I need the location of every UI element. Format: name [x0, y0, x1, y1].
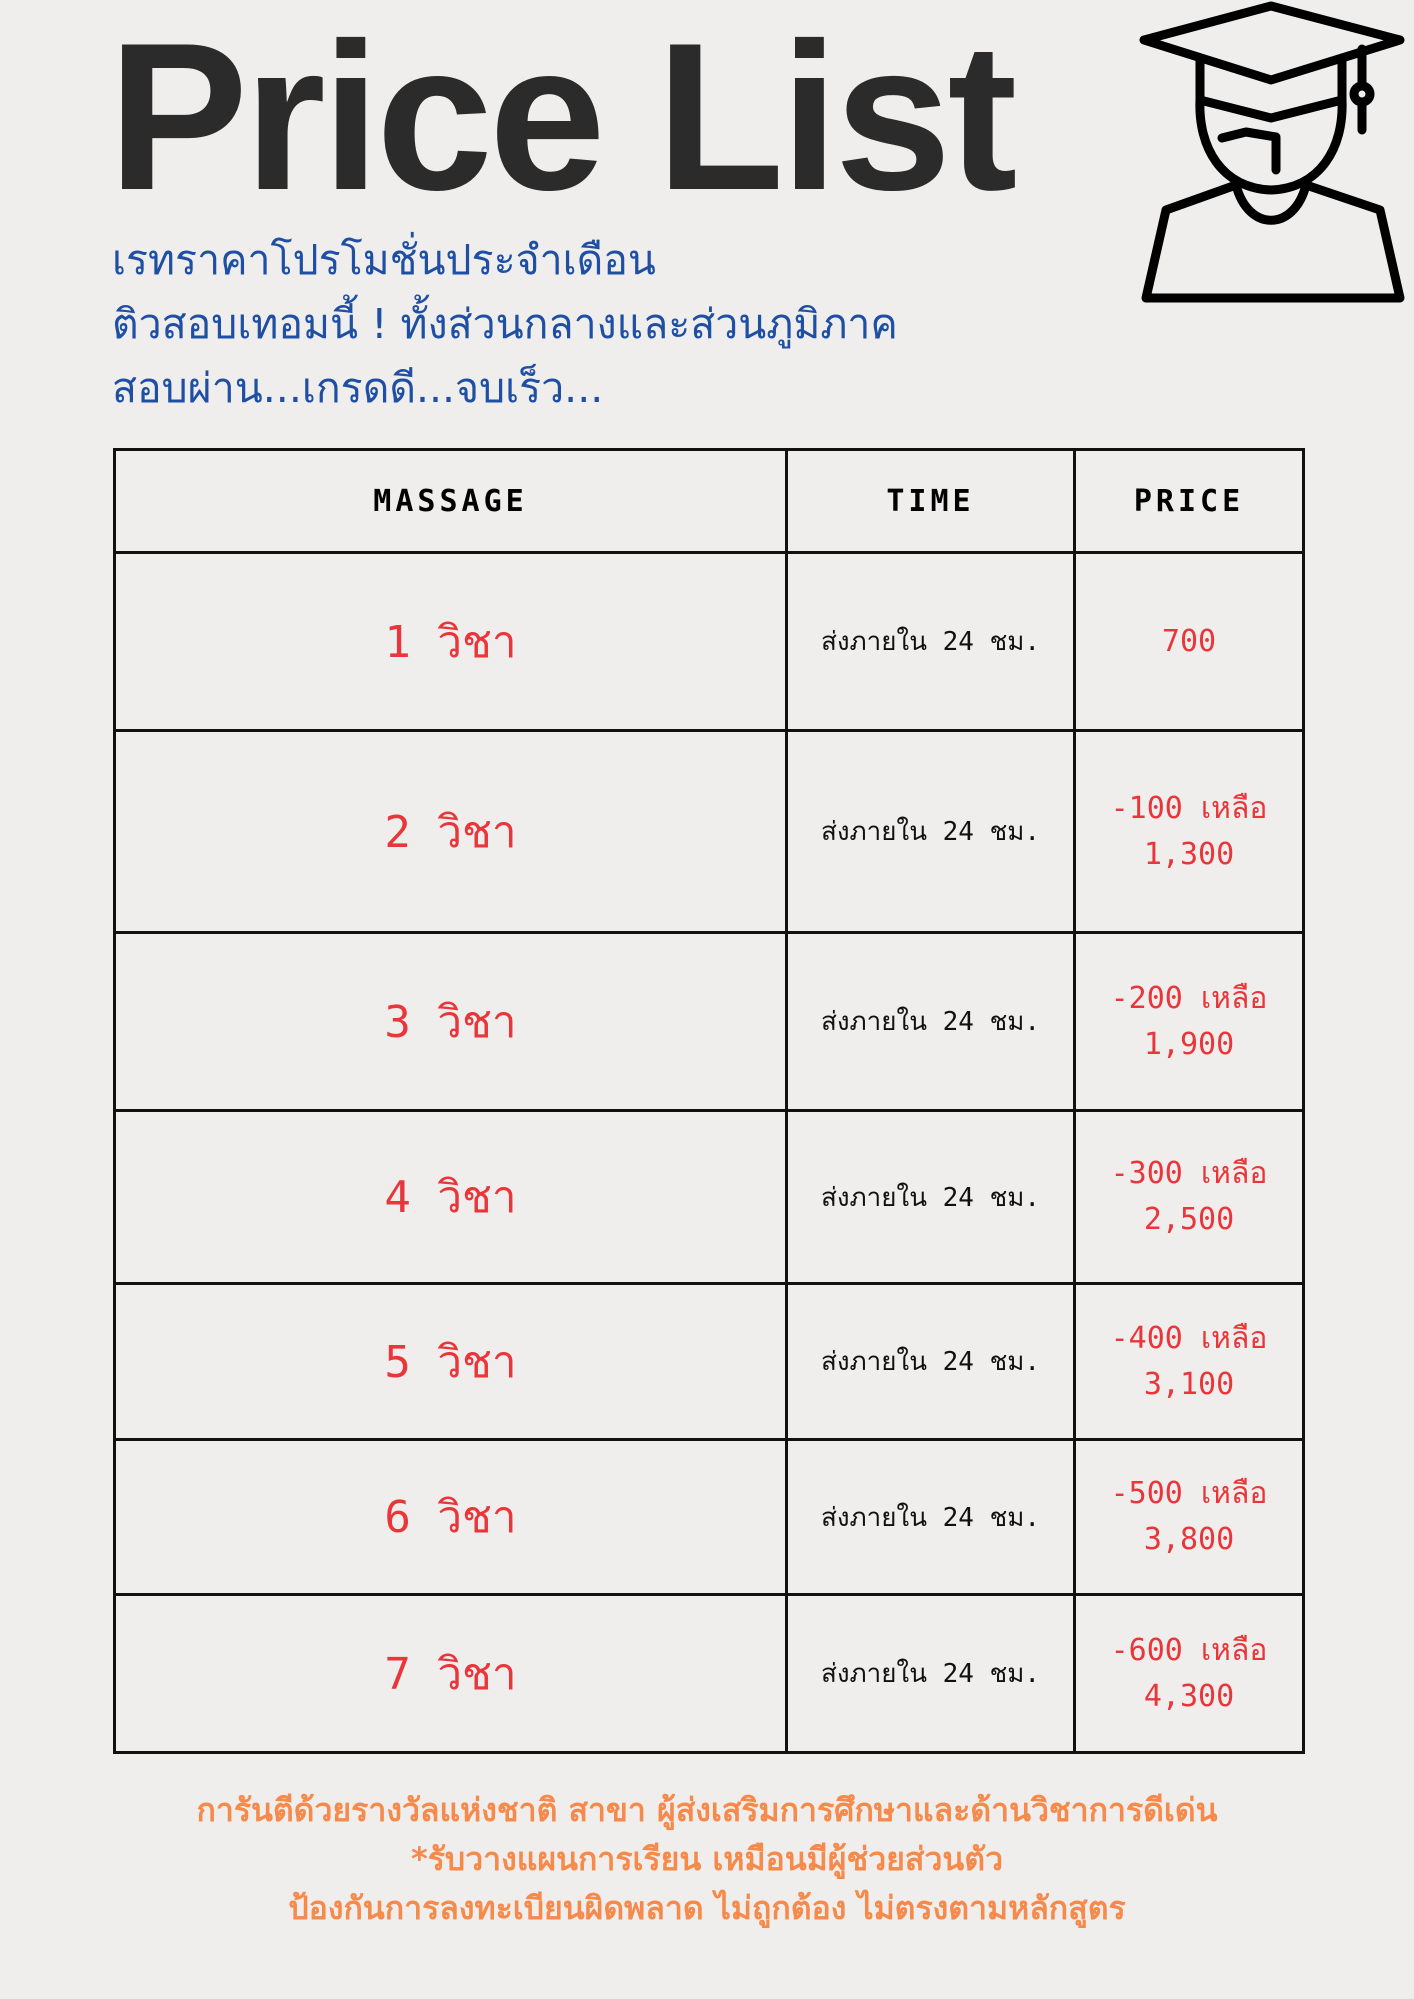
price-table: [113, 448, 1305, 1754]
time-cell: ส่งภายใน 24 ชม.: [787, 731, 1075, 933]
time-cell: ส่งภายใน 24 ชม.: [787, 933, 1075, 1111]
table-row: [115, 1284, 1304, 1440]
time-cell: ส่งภายใน 24 ชม.: [787, 1440, 1075, 1595]
discount-text: -500 เหลือ: [1110, 1476, 1268, 1511]
price-cell: [1075, 553, 1304, 731]
time-cell: ส่งภายใน 24 ชม.: [787, 1284, 1075, 1440]
subject-cell: 4 วิชา: [115, 1111, 787, 1284]
subtitle-line: เรทราคาโปรโมชั่นประจำเดือน: [112, 236, 656, 284]
graduate-with-cap-icon: [1136, 0, 1414, 304]
price-cell: [1075, 731, 1304, 933]
final-price-text: 1,900: [1143, 1026, 1235, 1062]
discount-text: -200 เหลือ: [1110, 980, 1268, 1016]
price-text: 700: [1161, 623, 1217, 659]
discount-text: -300 เหลือ: [1110, 1156, 1268, 1191]
time-cell: ส่งภายใน 24 ชม.: [787, 1111, 1075, 1284]
discount-text: -600 เหลือ: [1110, 1632, 1268, 1668]
subject-cell: 2 วิชา: [115, 731, 787, 933]
final-price-text: 1,300: [1143, 836, 1235, 872]
subject-cell: 1 วิชา: [115, 553, 787, 731]
footer-line: *รับวางแผนการเรียน เหมือนมีผู้ช่วยส่วนตัว: [410, 1840, 1004, 1878]
subject-cell: 7 วิชา: [115, 1595, 787, 1753]
discount-text: -400 เหลือ: [1110, 1320, 1268, 1356]
page-title: Price List: [108, 0, 1014, 234]
subject-cell: 3 วิชา: [115, 933, 787, 1111]
price-cell: [1075, 1111, 1304, 1284]
price-cell: [1075, 1595, 1304, 1753]
promo-subtitle: [112, 228, 898, 420]
subtitle-line: ติวสอบเทอมนี้ ! ทั้งส่วนกลางและส่วนภูมิภาค: [112, 300, 898, 348]
table-row: [115, 1440, 1304, 1595]
price-cell: [1075, 1284, 1304, 1440]
subtitle-line: สอบผ่าน...เกรดดี...จบเร็ว...: [112, 364, 604, 412]
header-massage: MASSAGE: [115, 450, 787, 553]
table-row: [115, 553, 1304, 731]
final-price-text: 2,500: [1143, 1202, 1235, 1237]
header-price: PRICE: [1075, 450, 1304, 553]
footer-line: การันตีด้วยรางวัลแห่งชาติ สาขา ผู้ส่งเสริมการศึกษาและด้านวิชาการดีเด่น: [196, 1791, 1218, 1829]
discount-text: -100 เหลือ: [1110, 790, 1268, 826]
subject-cell: 5 วิชา: [115, 1284, 787, 1440]
time-cell: ส่งภายใน 24 ชม.: [787, 1595, 1075, 1753]
footer-notes: [0, 1786, 1414, 1933]
table-row: [115, 731, 1304, 933]
header-time: TIME: [787, 450, 1075, 553]
final-price-text: 3,800: [1143, 1522, 1235, 1557]
table-row: [115, 1595, 1304, 1753]
final-price-text: 3,100: [1143, 1366, 1235, 1402]
price-cell: [1075, 933, 1304, 1111]
table-row: [115, 933, 1304, 1111]
table-header-row: [115, 450, 1304, 553]
price-cell: [1075, 1440, 1304, 1595]
subject-cell: 6 วิชา: [115, 1440, 787, 1595]
footer-line: ป้องกันการลงทะเบียนผิดพลาด ไม่ถูกต้อง ไม่ตรงตามหลักสูตร: [288, 1889, 1126, 1927]
final-price-text: 4,300: [1143, 1678, 1235, 1714]
table-row: [115, 1111, 1304, 1284]
time-cell: ส่งภายใน 24 ชม.: [787, 553, 1075, 731]
